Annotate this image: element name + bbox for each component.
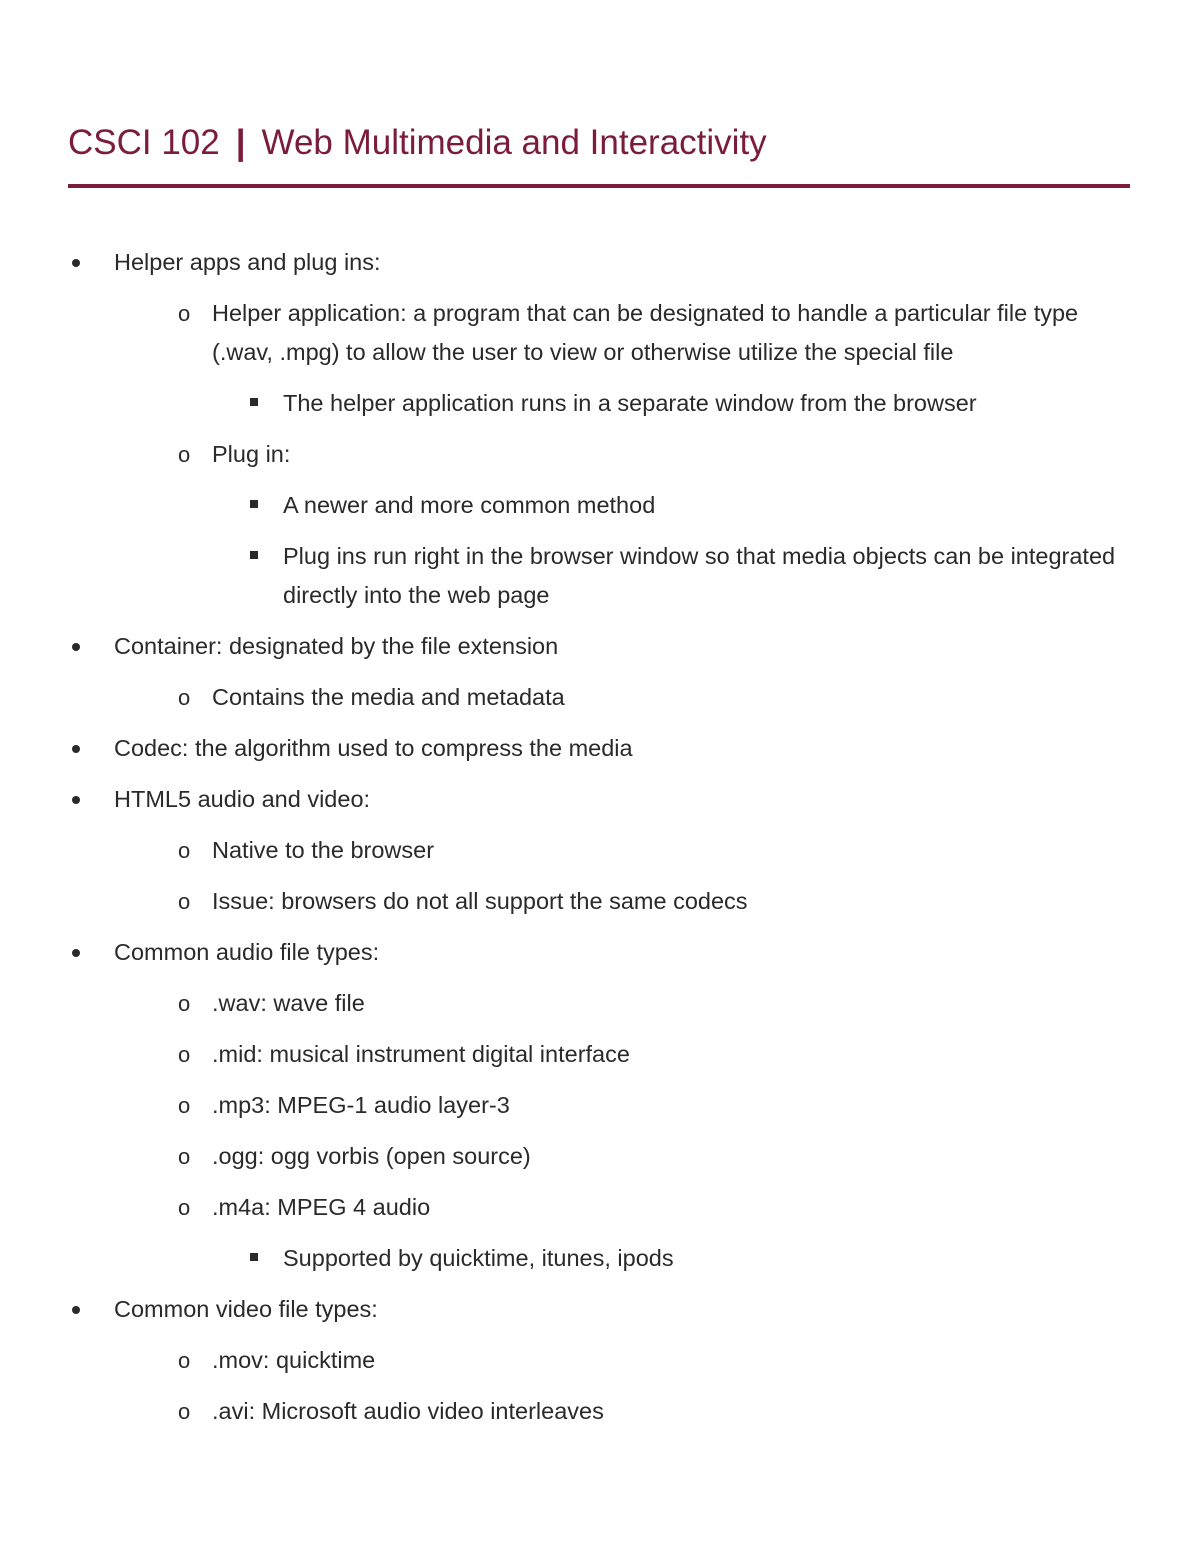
circle-bullet-marker: o bbox=[178, 1144, 191, 1169]
circle-bullet-marker: o bbox=[178, 301, 191, 326]
list-item bbox=[68, 831, 1130, 870]
list-item bbox=[68, 1137, 1130, 1176]
circle-bullet-marker: o bbox=[178, 1195, 191, 1220]
list-item-text: Native to the browser bbox=[212, 837, 435, 863]
circle-bullet-marker: o bbox=[178, 991, 191, 1016]
list-item bbox=[68, 537, 1130, 615]
bullet-dot-icon bbox=[72, 1306, 80, 1314]
list-item-text: Helper apps and plug ins: bbox=[114, 249, 381, 275]
circle-bullet-marker: o bbox=[178, 1399, 191, 1424]
list-item bbox=[68, 1290, 1130, 1329]
notes-list bbox=[68, 243, 1130, 1431]
list-item bbox=[68, 882, 1130, 921]
list-item bbox=[68, 678, 1130, 717]
list-item-text: .m4a: MPEG 4 audio bbox=[212, 1194, 431, 1220]
list-item-text: Plug in: bbox=[212, 441, 291, 467]
list-item bbox=[68, 729, 1130, 768]
list-item-text: Plug ins run right in the browser window so that media objects can be integrated directly into the web page bbox=[283, 543, 1116, 608]
list-item-text: .mid: musical instrument digital interface bbox=[212, 1041, 630, 1067]
header-divider bbox=[68, 184, 1130, 188]
list-item bbox=[68, 243, 1130, 282]
list-item-text: Container: designated by the file extension bbox=[114, 633, 559, 659]
bullet-dot-icon bbox=[72, 643, 80, 651]
square-bullet-icon bbox=[250, 1253, 258, 1261]
page-header bbox=[68, 118, 1130, 168]
bullet-dot-icon bbox=[72, 796, 80, 804]
list-item-text: Issue: browsers do not all support the same codecs bbox=[212, 888, 748, 914]
list-item bbox=[68, 1035, 1130, 1074]
circle-bullet-marker: o bbox=[178, 685, 191, 710]
list-item bbox=[68, 1086, 1130, 1125]
list-item-text: .wav: wave file bbox=[212, 990, 365, 1016]
list-item bbox=[68, 1341, 1130, 1380]
square-bullet-icon bbox=[250, 500, 258, 508]
circle-bullet-marker: o bbox=[178, 1093, 191, 1118]
list-item bbox=[68, 294, 1130, 372]
list-item bbox=[68, 933, 1130, 972]
list-item bbox=[68, 435, 1130, 474]
list-item bbox=[68, 984, 1130, 1023]
list-item bbox=[68, 1239, 1130, 1278]
course-topic: Web Multimedia and Interactivity bbox=[261, 123, 767, 162]
list-item-text: The helper application runs in a separate window from the browser bbox=[283, 390, 977, 416]
list-item-text: Supported by quicktime, itunes, ipods bbox=[283, 1245, 674, 1271]
page-title bbox=[68, 118, 1130, 168]
list-item-text: Codec: the algorithm used to compress the media bbox=[114, 735, 633, 761]
list-item-text: .mp3: MPEG-1 audio layer-3 bbox=[212, 1092, 510, 1118]
title-separator: | bbox=[235, 123, 246, 162]
circle-bullet-marker: o bbox=[178, 1348, 191, 1373]
list-item-text: .mov: quicktime bbox=[212, 1347, 376, 1373]
circle-bullet-marker: o bbox=[178, 889, 191, 914]
list-item-text: Helper application: a program that can be designated to handle a particular file type (.wav, .mpg) to allow the user to view or otherwise utilize the special file bbox=[212, 300, 1079, 365]
list-item-text: .avi: Microsoft audio video interleaves bbox=[212, 1398, 604, 1424]
circle-bullet-marker: o bbox=[178, 442, 191, 467]
list-item bbox=[68, 780, 1130, 819]
list-item-text: .ogg: ogg vorbis (open source) bbox=[212, 1143, 531, 1169]
course-code: CSCI 102 bbox=[68, 123, 220, 162]
list-item bbox=[68, 627, 1130, 666]
square-bullet-icon bbox=[250, 398, 258, 406]
list-item bbox=[68, 486, 1130, 525]
bullet-dot-icon bbox=[72, 259, 80, 267]
bullet-dot-icon bbox=[72, 949, 80, 957]
list-item-text: Common video file types: bbox=[114, 1296, 378, 1322]
circle-bullet-marker: o bbox=[178, 1042, 191, 1067]
list-item-text: HTML5 audio and video: bbox=[114, 786, 371, 812]
list-item bbox=[68, 384, 1130, 423]
list-item-text: Common audio file types: bbox=[114, 939, 380, 965]
circle-bullet-marker: o bbox=[178, 838, 191, 863]
list-item bbox=[68, 1188, 1130, 1227]
square-bullet-icon bbox=[250, 551, 258, 559]
list-item-text: A newer and more common method bbox=[283, 492, 656, 518]
bullet-dot-icon bbox=[72, 745, 80, 753]
list-item-text: Contains the media and metadata bbox=[212, 684, 565, 710]
list-item bbox=[68, 1392, 1130, 1431]
